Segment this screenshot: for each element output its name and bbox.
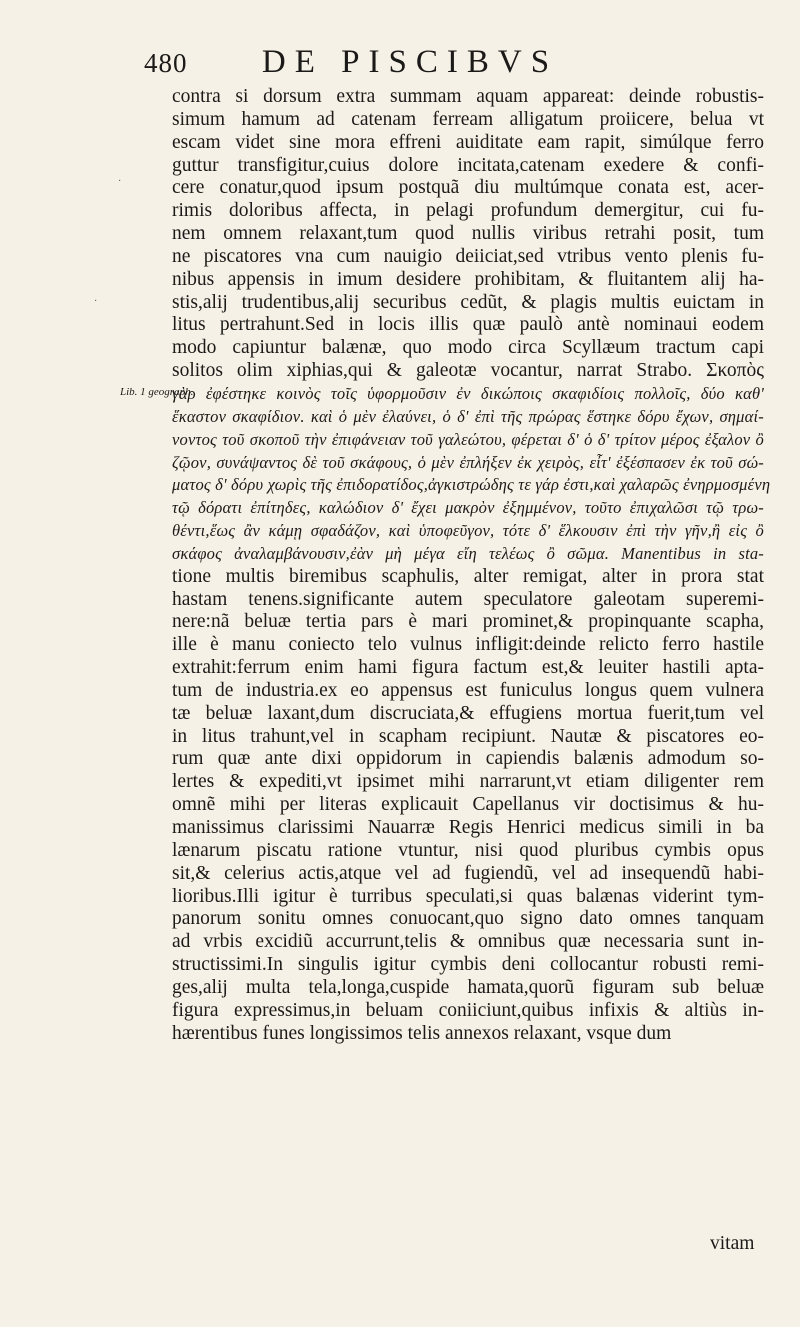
text-line: figura expressimus,in beluam coniiciunt,quibus infixis & altiùs in- xyxy=(172,999,764,1021)
text-line: tum de industria.ex eo appensus est funiculus longus quem vulnera xyxy=(172,679,764,701)
text-line: tione multis biremibus scaphulis, alter remigat, alter in prora stat xyxy=(172,565,764,587)
text-line: litus pertrahunt.Sed in locis illis quæ paulò antè nominaui eodem xyxy=(172,314,764,336)
text-line: solitos olim xiphias,qui & galeotæ vocantur, narrat Strabo. Σκοπὸς xyxy=(172,360,764,382)
text-line: lertes & expediti,vt ipsimet mihi narrarunt,vt etiam diligenter rem xyxy=(172,771,764,793)
text-line: rimis doloribus affecta, in pelagi profundum demergitur, cui fu- xyxy=(172,200,764,222)
body-text xyxy=(172,86,771,1045)
margin-dot-mark: · xyxy=(118,176,122,187)
text-line: manissimus clarissimi Nauarræ Regis Henrici medicus simili in ba xyxy=(172,817,764,838)
text-line: in litus trahunt,vel in scapham recipiunt. Nautæ & piscatores eo- xyxy=(172,725,764,747)
text-line: ne piscatores vna cum nauigio deiiciat,sed vtribus vento plenis fu- xyxy=(172,245,764,267)
greek-text-line: ματος δ' δόρυ χωρὶς τῆς ἐπιδορατίδος,ἀγκιστρώδης τε γάρ ἐστι,καὶ χαλαρῶς ἐνηρμοσμένη xyxy=(172,475,771,495)
greek-text-line: ζῷον, συνάψαντος δὲ τοῦ σκάφους, ὁ μὲν ἐπλήξεν ἐκ χειρὸς, εἶτ' ἐξέσπασεν ἐκ τοῦ σώ- xyxy=(172,452,764,472)
text-line: sit,& celerius actis,atque vel ad fugiendũ, vel ad insequendũ habi- xyxy=(172,862,764,884)
text-line: structissimi.In singulis igitur cymbis deni collocantur robusti remi- xyxy=(172,954,764,976)
margin-dot-mark: · xyxy=(94,296,98,307)
text-line: omnẽ mihi per literas explicauit Capellanus vir doctisimus & hu- xyxy=(172,794,764,816)
text-line: extrahit:ferrum enim hami figura factum est,& leuiter hastili apta- xyxy=(172,657,764,679)
catchword: vitam xyxy=(710,1233,755,1254)
text-line: lænarum piscatu ratione vtuntur, nisi quod pluribus cymbis opus xyxy=(172,839,764,861)
text-line: simum hamum ad catenam ferream alligatum proiicere, belua vt xyxy=(172,108,764,130)
greek-text-line: νοντος τοῦ σκοποῦ τὴν ἐπιφάνειαν τοῦ γαλεώτου, φέρεται δ' ὁ δ' τρίτον μέρος ἐξαλον ὂ xyxy=(172,429,764,449)
text-line: hastam tenens.significante autem speculatore galeotam superemi- xyxy=(172,588,764,610)
text-line: ges,alij multa tela,longa,cuspide hamata,quorũ figuram sub beluæ xyxy=(172,976,764,998)
greek-text-line: ἕκαστον σκαφίδιον. καὶ ὁ μὲν ἐλαύνει, ὁ δ' ἐπὶ τῆς πρώρας ἕστηκε δόρυ ἔχων, σημαί- xyxy=(172,406,764,426)
text-line: nem omnem relaxant,tum quod nullis viribus retrahi posit, tum xyxy=(172,223,764,245)
greek-text-line: θέντι,ἕως ἂν κάμῃ σφαδάζον, καὶ ὑποφεῦγον, τότε δ' ἕλκουσιν ἐπὶ τὴν γῆν,ἢ εἰς ὂ xyxy=(172,521,764,541)
text-line: panorum sonitu omnes conuocant,quo signo dato omnes tanquam xyxy=(172,908,764,930)
greek-text-line: σκάφος ἀναλαμβάνουσιν,ἐὰν μὴ μέγα εἴη τελέως ὂ σῶμα. Manentibus in sta- xyxy=(172,543,764,563)
text-line: ad vrbis excidiũ accurrunt,telis & omnibus quæ necessaria sunt in- xyxy=(172,931,764,953)
text-line: stis,alij trudentibus,alij securibus cedũt, & plagis multis euictam in xyxy=(172,291,764,313)
text-line: nere:nã beluæ tertia pars è mari prominet,& propinquante scapha, xyxy=(172,611,764,633)
text-line: guttur transfigitur,cuius dolore incitata,catenam exedere & confi- xyxy=(172,154,764,176)
text-line: cere conatur,quod ipsum postquã diu multúmque conata est, acer- xyxy=(172,177,764,199)
page-header xyxy=(0,0,800,95)
greek-text-line: τῷ δόρατι ἐπίτηδες, καλώδιον δ' ἔχει μακρὸν ἐξημμένον, τοῦτο ἐπιχαλῶσι τῷ τρω- xyxy=(172,498,764,518)
text-line: rum quæ ante dixi oppidorum in capiendis balænis admodum so- xyxy=(172,748,764,770)
text-line: ille è manu coniecto telo vulnus infligit:deinde relicto ferro hastile xyxy=(172,634,764,656)
text-line: hærentibus funes longissimos telis annexos relaxant, vsque dum xyxy=(172,1022,672,1044)
text-line: modo capiuntur balænæ, quo modo circa Scyllæum tractum capi xyxy=(172,337,764,359)
greek-text-line: γὰρ ἐφέστηκε κοινὸς τοῖς ὑφορμοῦσιν ἐν δικώποις σκαφιδίοις πολλοῖς, δύο καθ' xyxy=(172,383,764,403)
text-line: escam videt sine mora effreni auiditate eam rapit, simúlque ferro xyxy=(172,131,764,153)
text-line: nibus appensis in imum desidere prohibitam, & fluitantem alij ha- xyxy=(172,268,764,290)
text-line: lioribus.Illi igitur è turribus speculati,si quas balænas viderint tym- xyxy=(172,885,764,907)
text-line: contra si dorsum extra summam aquam appareat: deinde robustis- xyxy=(172,86,764,107)
text-line: tæ beluæ laxant,dum discruciata,& effugiens mortua fuerit,tum vel xyxy=(172,702,764,724)
running-title: DE PISCIBVS xyxy=(261,44,559,80)
page-number: 480 xyxy=(144,48,188,78)
margin-note: Lib. 1 geograph. xyxy=(120,386,194,398)
